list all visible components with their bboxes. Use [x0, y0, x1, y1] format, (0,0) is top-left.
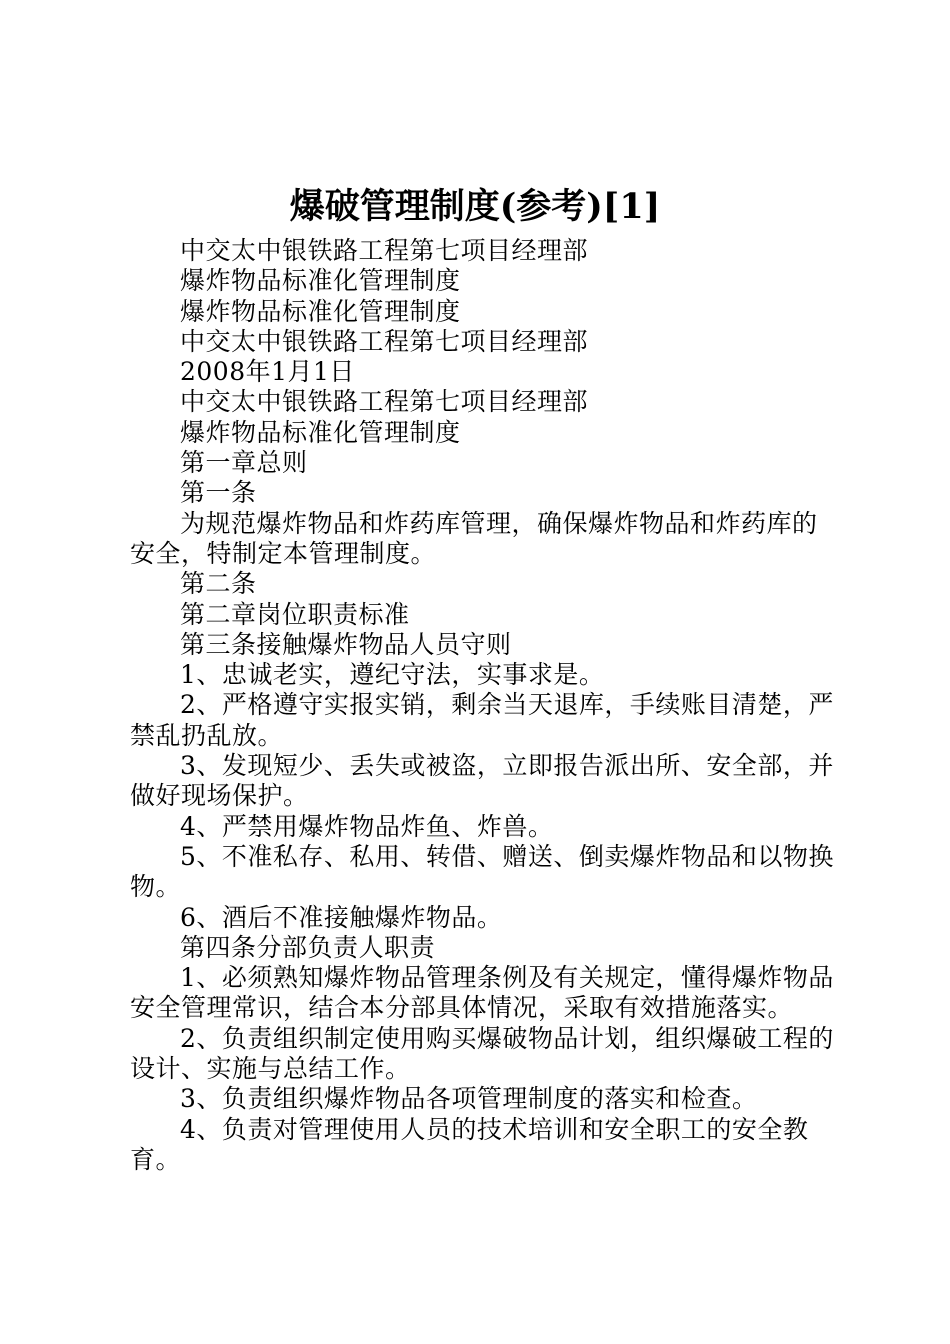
chapter-heading: 第一章总则 [180, 448, 308, 478]
list-item: 5、不准私存、私用、转借、赠送、倒卖爆炸物品和以物换物。 [130, 841, 834, 902]
list-item: 4、负责对管理使用人员的技术培训和安全职工的安全教育。 [130, 1114, 809, 1174]
document-body [130, 236, 835, 1175]
list-item: 2、严格遵守实报实销，剩余当天退库，手续账目清楚，严禁乱扔乱放。 [130, 690, 834, 750]
list-item: 4、严禁用爆炸物品炸鱼、炸兽。 [180, 811, 554, 841]
paragraph: 爆炸物品标准化管理制度 [180, 266, 461, 296]
list-item: 3、负责组织爆炸物品各项管理制度的落实和检查。 [180, 1084, 758, 1114]
paragraph: 爆炸物品标准化管理制度 [180, 296, 461, 326]
paragraph: 中交太中银铁路工程第七项目经理部 [180, 236, 589, 265]
list-item: 1、必须熟知爆炸物品管理条例及有关规定，懂得爆炸物品安全管理常识，结合本分部具体情况，采取有效措施落实。 [130, 963, 834, 1023]
paragraph: 爆炸物品标准化管理制度 [180, 417, 461, 447]
chapter-heading: 第二章岗位职责标准 [180, 599, 410, 629]
document-title: 爆破管理制度(参考)[1] [289, 186, 661, 227]
list-item: 1、忠诚老实，遵纪守法，实事求是。 [180, 660, 605, 690]
article-heading: 第一条 [180, 478, 257, 508]
paragraph: 2008年1月1日 [180, 357, 355, 387]
article-heading: 第二条 [180, 569, 257, 599]
list-item: 6、酒后不准接触爆炸物品。 [180, 902, 503, 932]
paragraph: 为规范爆炸物品和炸药库管理，确保爆炸物品和炸药库的安全，特制定本管理制度。 [130, 508, 818, 568]
list-item: 2、负责组织制定使用购买爆破物品计划，组织爆破工程的设计、实施与总结工作。 [130, 1023, 834, 1084]
article-heading: 第四条分部负责人职责 [180, 932, 436, 962]
paragraph: 中交太中银铁路工程第七项目经理部 [180, 387, 589, 417]
article-heading: 第三条接触爆炸物品人员守则 [180, 629, 512, 659]
list-item: 3、发现短少、丢失或被盗，立即报告派出所、安全部，并做好现场保护。 [130, 751, 834, 811]
paragraph: 中交太中银铁路工程第七项目经理部 [180, 326, 589, 356]
